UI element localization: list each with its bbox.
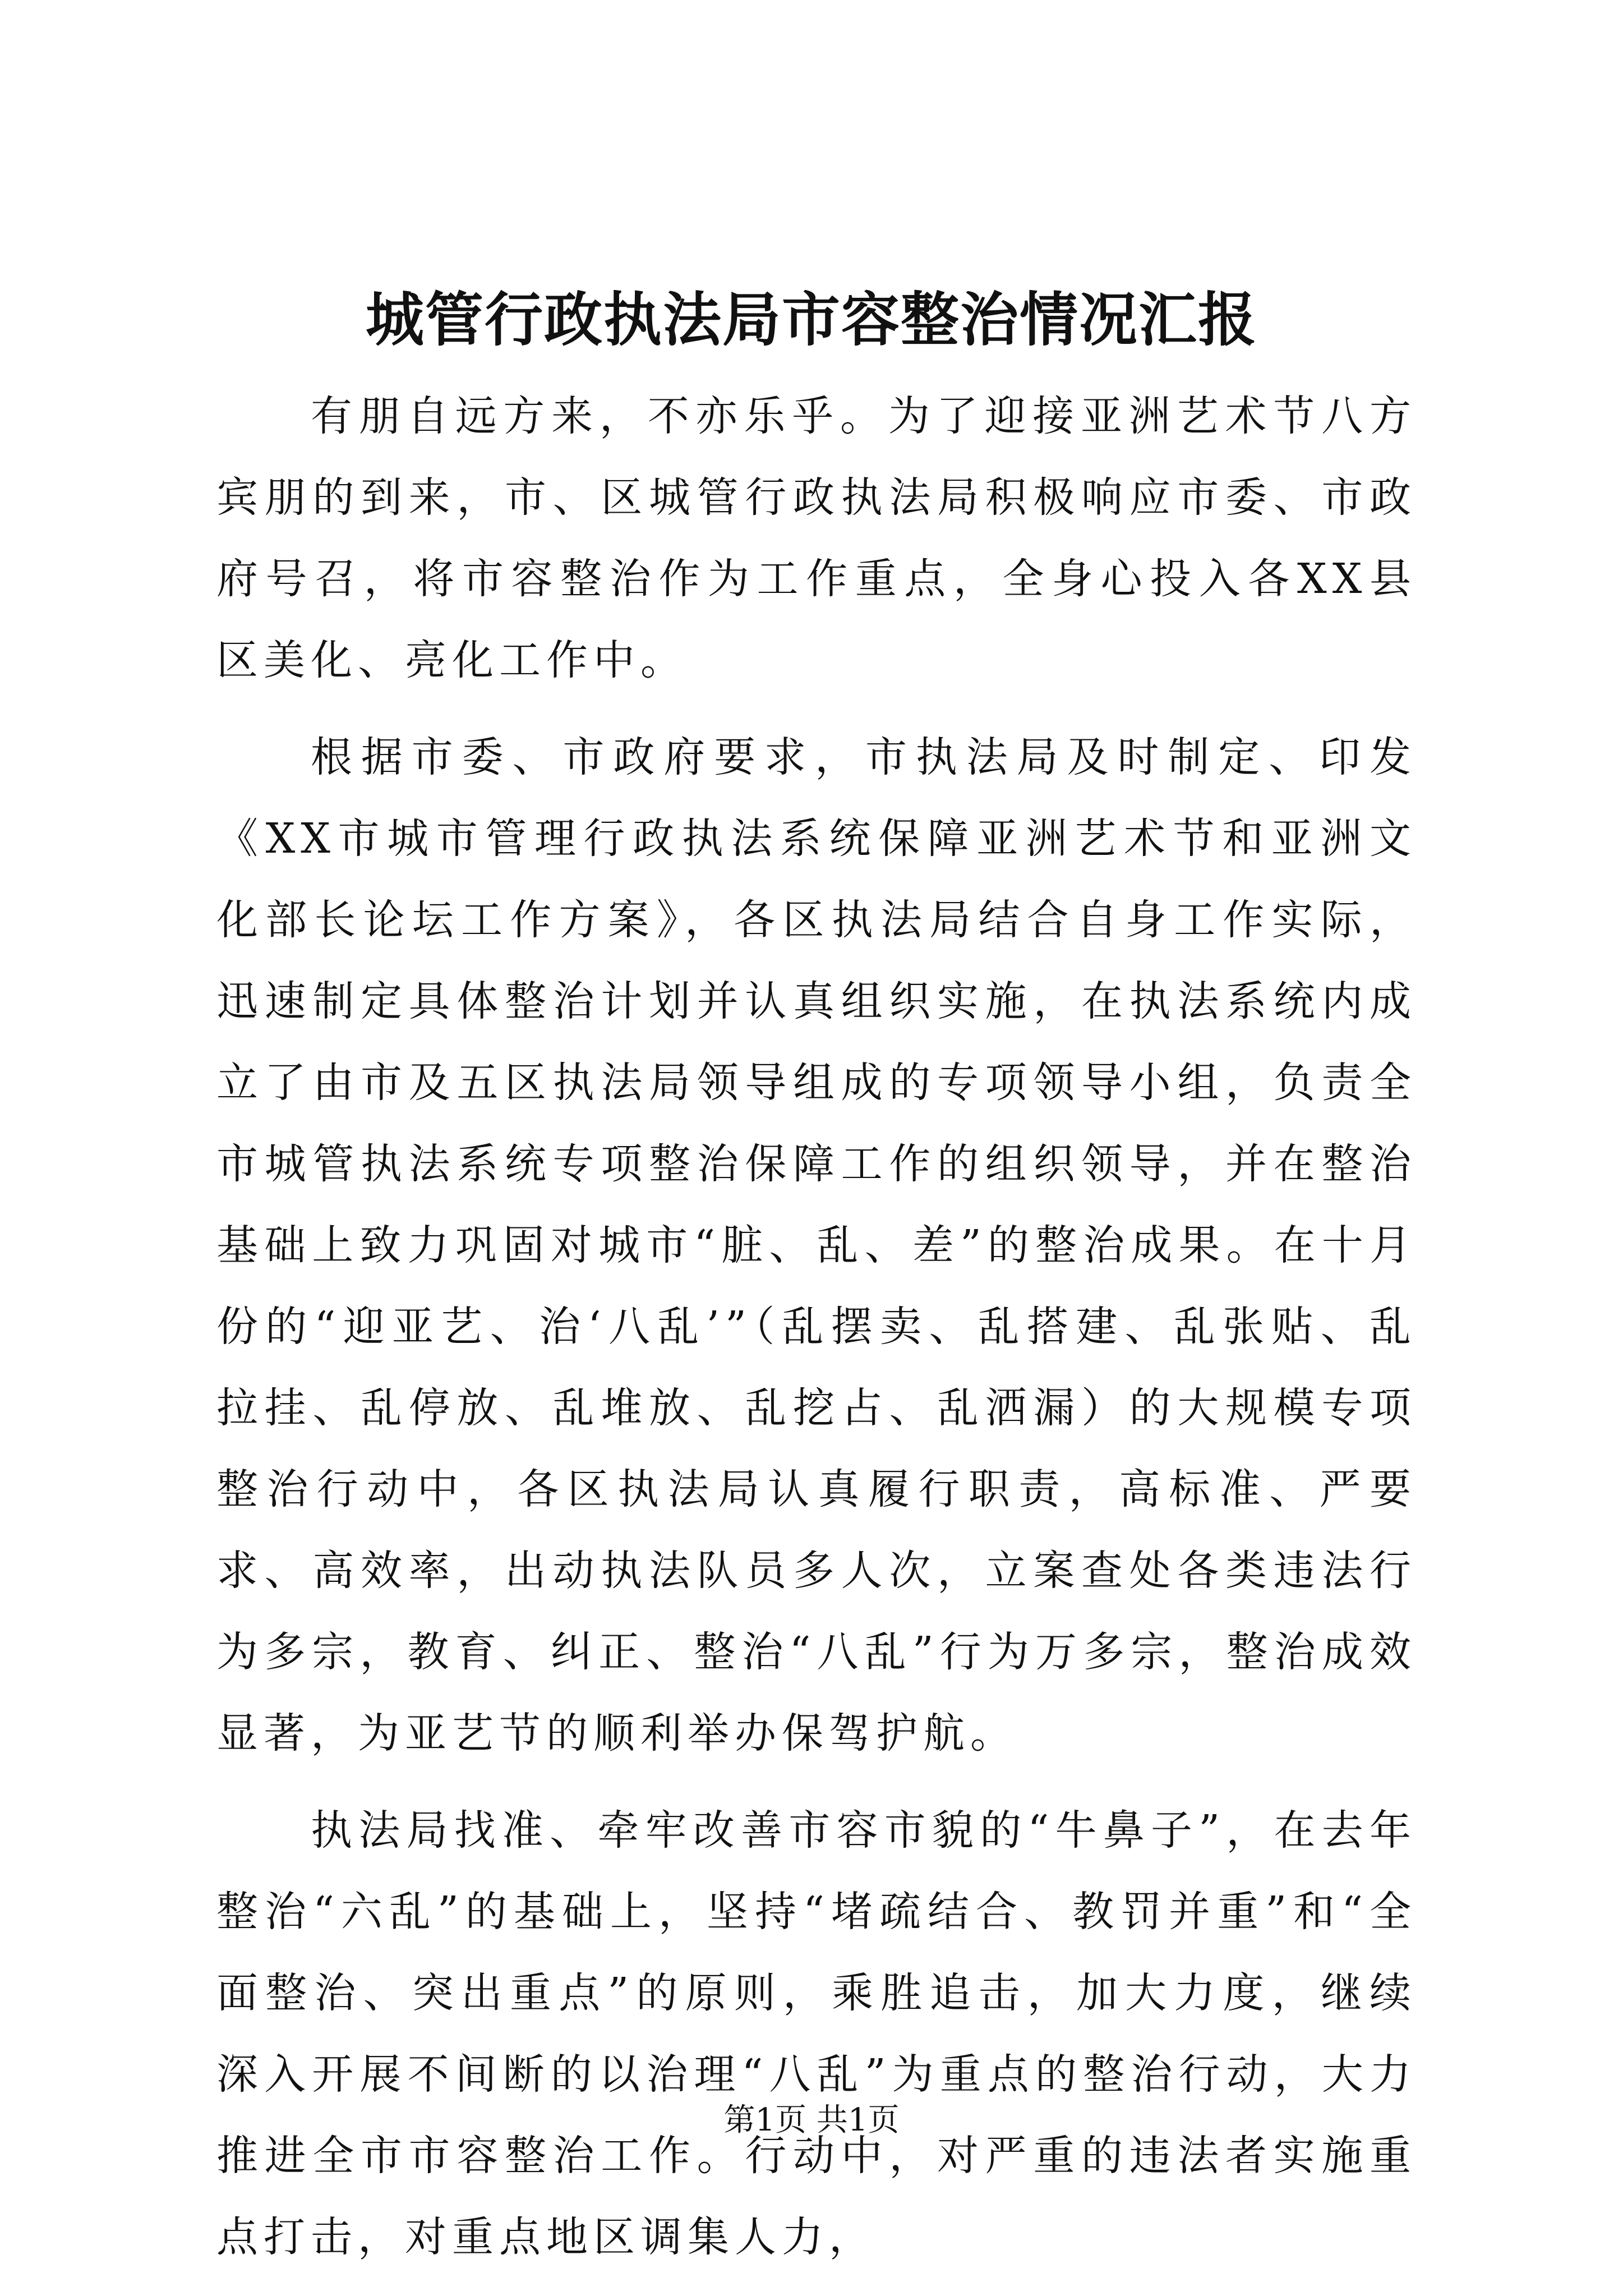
document-body (216, 376, 1417, 2294)
document-title: 城管行政执法局市容整治情况汇报 (365, 285, 1257, 354)
page-footer: 第1页 共1页 (723, 2102, 900, 2138)
paragraph-2: 根据市委、市政府要求，市执法局及时制定、印发《XX市城市管理行政执法系统保障亚洲艺术节和亚洲文化部长论坛工作方案》，各区执法局结合自身工作实际，迅速制定具体整治计划并认真组织实施，在执法系统内成立了由市及五区执法局领导组成的专项领导小组，负责全市城管执法系统专项整治保障工作的组织领导，并在整治基础上致力巩固对城市“脏、乱、差”的整治成果。在十月份的“迎亚艺、治‘八乱’”（乱摆卖、乱搭建、乱张贴、乱拉挂、乱停放、乱堆放、乱挖占、乱洒漏）的大规模专项整治行动中，各区执法局认真履行职责，高标准、严要求、高效率，出动执法队员多人次，立案查处各类违法行为多宗，教育、纠正、整治“八乱”行为万多宗，整治成效显著，为亚艺节的顺利举办保驾护航。 (216, 733, 1417, 1757)
paragraph-1: 有朋自远方来，不亦乐乎。为了迎接亚洲艺术节八方宾朋的到来，市、区城管行政执法局积极响应市委、市政府号召，将市容整治作为工作重点，全身心投入各XX县区美化、亮化工作中。 (216, 392, 1417, 684)
paragraph-3: 执法局找准、牵牢改善市容市貌的“牛鼻子”，在去年整治“六乱”的基础上，坚持“堵疏结合、教罚并重”和“全面整治、突出重点”的原则，乘胜追击，加大力度，继续深入开展不间断的以治理“八乱”为重点的整治行动，大力推进全市市容整治工作。行动中，对严重的违法者实施重点打击，对重点地区调集人力， (216, 1806, 1417, 2261)
